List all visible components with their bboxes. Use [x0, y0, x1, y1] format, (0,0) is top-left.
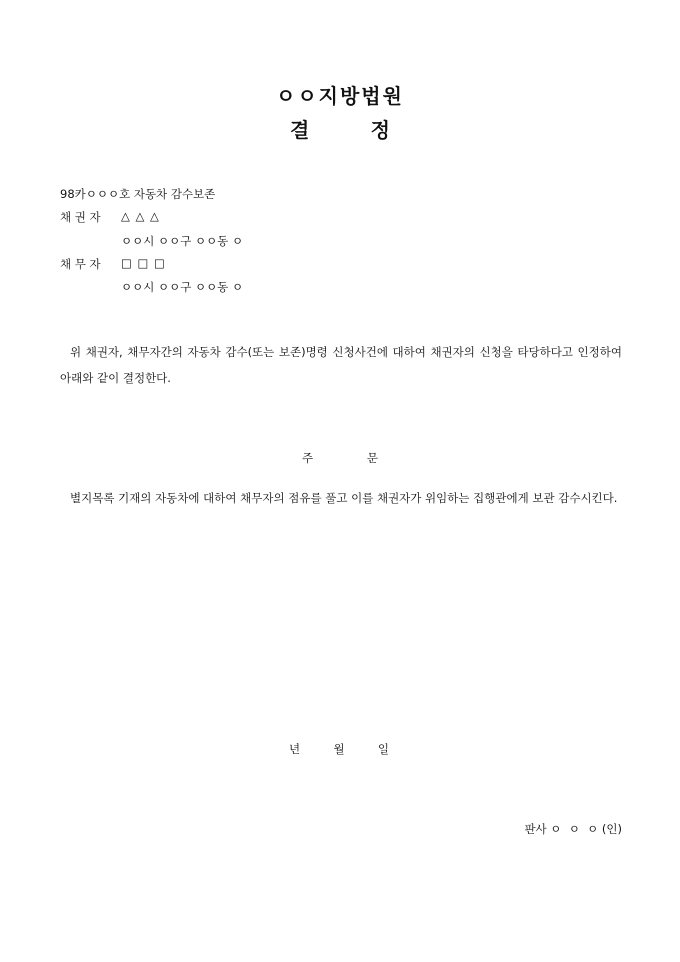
title-char-2: 정: [370, 118, 390, 142]
case-number: 98카ㅇㅇㅇ호 자동차 감수보존: [60, 187, 216, 201]
order-heading: [302, 450, 378, 466]
order-paragraph: 별지목록 기재의 자동차에 대하여 채무자의 점유를 풀고 이를 채권자가 위임하는 집행관에게 보관 감수시킨다.: [70, 491, 618, 505]
creditor-label: 채 권 자: [60, 210, 101, 224]
order-heading-char-1: 주: [302, 451, 314, 465]
judge-signature-line: 판사 ㅇ ㅇ ㅇ (인): [524, 822, 622, 836]
date-month: 월: [333, 742, 345, 756]
decision-paragraph: 위 채권자, 채무자간의 자동차 감수(또는 보존)명령 신청사건에 대하여 채권자의 신청을 타당하다고 인정하여 아래와 같이 결정한다.: [60, 345, 622, 385]
date-year: 년: [289, 742, 301, 756]
court-name: ㅇㅇ지방법원: [276, 84, 404, 108]
date-line: [289, 741, 389, 757]
title-char-1: 결: [290, 118, 310, 142]
creditor-address: ㅇㅇ시 ㅇㅇ구 ㅇㅇ동 ㅇ: [121, 234, 244, 248]
debtor-label: 채 무 자: [60, 257, 101, 271]
date-day: 일: [377, 742, 389, 756]
document-title: [290, 114, 390, 143]
order-heading-char-2: 문: [366, 451, 378, 465]
debtor-name: □ □ □: [121, 256, 166, 270]
creditor-name: △ △ △: [121, 209, 160, 223]
debtor-address: ㅇㅇ시 ㅇㅇ구 ㅇㅇ동 ㅇ: [121, 280, 244, 294]
